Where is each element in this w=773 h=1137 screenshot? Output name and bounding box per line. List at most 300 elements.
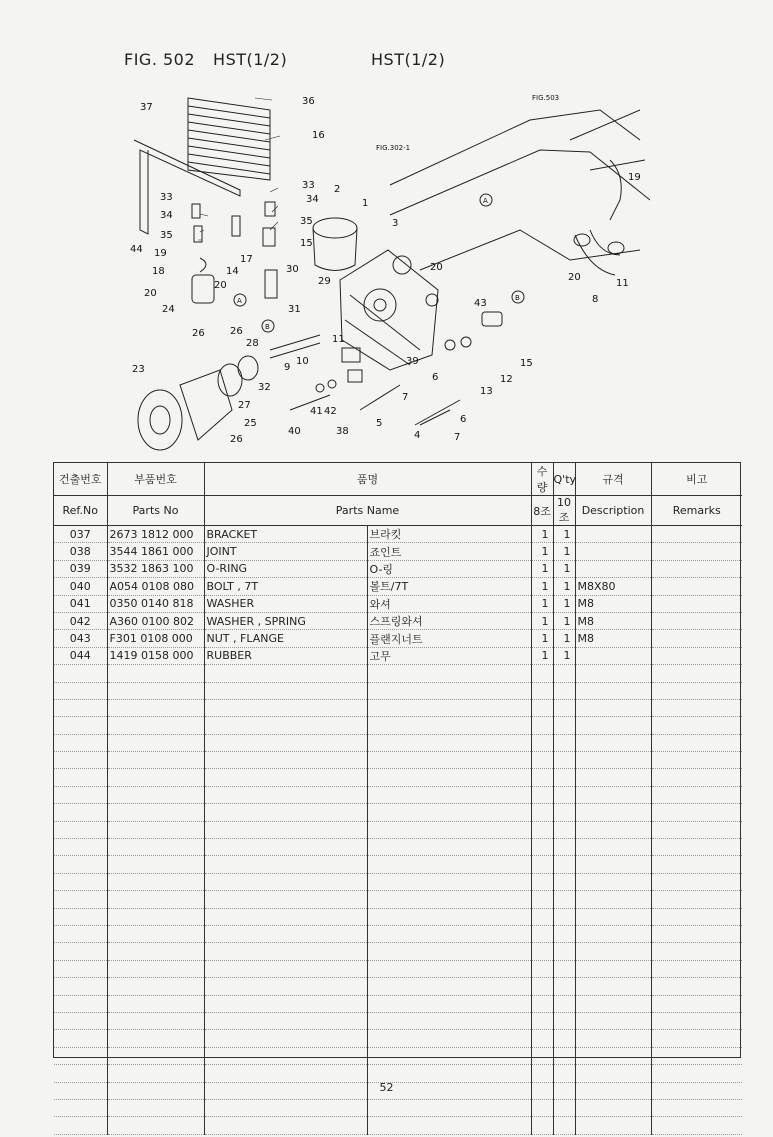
empty-table-row (54, 1099, 742, 1116)
empty-cell (651, 821, 742, 838)
empty-cell (651, 734, 742, 751)
empty-cell (531, 682, 553, 699)
empty-cell (107, 943, 204, 960)
figure-heading (124, 50, 287, 69)
empty-cell (107, 1047, 204, 1064)
svg-text:19: 19 (154, 248, 167, 259)
ref-no-cell: 039 (54, 560, 107, 577)
svg-text:36: 36 (302, 96, 315, 107)
empty-cell (575, 1065, 651, 1082)
empty-cell (107, 891, 204, 908)
empty-cell (575, 682, 651, 699)
svg-text:20: 20 (214, 280, 227, 291)
remarks-cell (651, 595, 742, 612)
empty-cell (204, 1030, 367, 1047)
empty-cell (204, 804, 367, 821)
empty-cell (575, 1099, 651, 1116)
empty-cell (575, 960, 651, 977)
part-name-ko-cell: O-링 (367, 560, 531, 577)
empty-cell (651, 908, 742, 925)
empty-table-row (54, 943, 742, 960)
svg-text:20: 20 (144, 288, 157, 299)
part-name-ko-cell: 고무 (367, 647, 531, 664)
empty-table-row (54, 978, 742, 995)
svg-text:13: 13 (480, 386, 493, 397)
empty-cell (651, 925, 742, 942)
description-cell: M8 (575, 612, 651, 629)
part-number-cell: 3544 1861 000 (107, 543, 204, 560)
svg-text:A: A (483, 197, 488, 205)
empty-cell (367, 943, 531, 960)
empty-cell (651, 1065, 742, 1082)
empty-cell (367, 925, 531, 942)
table-row (54, 612, 742, 629)
empty-table-row (54, 873, 742, 890)
empty-cell (204, 839, 367, 856)
empty-cell (54, 769, 107, 786)
empty-cell (54, 734, 107, 751)
empty-cell (204, 752, 367, 769)
empty-cell (553, 769, 575, 786)
empty-cell (651, 856, 742, 873)
svg-text:8: 8 (592, 294, 599, 305)
empty-cell (204, 1065, 367, 1082)
empty-cell (651, 665, 742, 682)
svg-text:14: 14 (226, 266, 239, 277)
exploded-parts-diagram (120, 80, 650, 455)
empty-table-row (54, 717, 742, 734)
empty-cell (107, 960, 204, 977)
page-number: 52 (379, 1081, 394, 1094)
col-part: Parts No (107, 496, 204, 526)
qty-8-cell: 1 (531, 647, 553, 664)
part-number-cell: 3532 1863 100 (107, 560, 204, 577)
col-desc-ko: 규격 (575, 463, 651, 496)
empty-cell (367, 891, 531, 908)
empty-cell (54, 699, 107, 716)
empty-cell (107, 908, 204, 925)
figure-title-right: HST(1/2) (371, 50, 446, 69)
empty-cell (367, 1065, 531, 1082)
empty-cell (107, 752, 204, 769)
empty-cell (575, 1030, 651, 1047)
empty-table-row (54, 995, 742, 1012)
empty-cell (54, 978, 107, 995)
empty-table-row (54, 804, 742, 821)
empty-table-row (54, 908, 742, 925)
empty-cell (553, 873, 575, 890)
qty-8-cell: 1 (531, 612, 553, 629)
empty-cell (553, 1099, 575, 1116)
empty-cell (575, 734, 651, 751)
empty-cell (575, 925, 651, 942)
empty-cell (54, 682, 107, 699)
ref-no-cell: 041 (54, 595, 107, 612)
table-row (54, 647, 742, 664)
empty-table-row (54, 734, 742, 751)
qty-8-cell: 1 (531, 543, 553, 560)
empty-table-row (54, 682, 742, 699)
empty-cell (367, 873, 531, 890)
empty-cell (54, 1030, 107, 1047)
empty-cell (553, 856, 575, 873)
svg-text:30: 30 (286, 264, 299, 275)
parts-table (53, 462, 741, 1058)
svg-text:25: 25 (244, 418, 257, 429)
part-name-en-cell: NUT , FLANGE (204, 630, 367, 647)
empty-cell (54, 891, 107, 908)
empty-cell (54, 1065, 107, 1082)
svg-text:17: 17 (240, 254, 253, 265)
svg-text:41: 41 (310, 406, 323, 417)
empty-cell (553, 786, 575, 803)
empty-cell (367, 960, 531, 977)
empty-cell (204, 873, 367, 890)
svg-text:43: 43 (474, 298, 487, 309)
empty-cell (204, 960, 367, 977)
empty-cell (367, 682, 531, 699)
table-row (54, 526, 742, 543)
empty-cell (575, 1047, 651, 1064)
empty-cell (575, 1012, 651, 1029)
svg-text:5: 5 (376, 418, 383, 429)
empty-cell (54, 717, 107, 734)
empty-cell (575, 821, 651, 838)
svg-text:34: 34 (306, 194, 319, 205)
bracket-37 (134, 140, 240, 234)
empty-cell (367, 839, 531, 856)
empty-cell (575, 699, 651, 716)
svg-text:29: 29 (318, 276, 331, 287)
qty-10-cell: 1 (553, 526, 575, 543)
empty-cell (204, 699, 367, 716)
part-name-en-cell: BOLT , 7T (204, 578, 367, 595)
svg-text:26: 26 (230, 434, 243, 445)
empty-cell (54, 908, 107, 925)
empty-cell (367, 1099, 531, 1116)
empty-cell (553, 1012, 575, 1029)
part-name-en-cell: O-RING (204, 560, 367, 577)
remarks-cell (651, 560, 742, 577)
empty-cell (531, 769, 553, 786)
ref-no-cell: 037 (54, 526, 107, 543)
empty-cell (54, 1012, 107, 1029)
qty-10-cell: 1 (553, 560, 575, 577)
description-cell: M8X80 (575, 578, 651, 595)
empty-cell (531, 925, 553, 942)
empty-cell (575, 786, 651, 803)
empty-table-row (54, 1047, 742, 1064)
svg-text:4: 4 (414, 430, 421, 441)
remarks-cell (651, 612, 742, 629)
empty-cell (204, 995, 367, 1012)
qty-8-cell: 1 (531, 560, 553, 577)
description-cell: M8 (575, 630, 651, 647)
empty-cell (54, 1099, 107, 1116)
empty-cell (204, 908, 367, 925)
empty-table-row (54, 665, 742, 682)
empty-cell (531, 786, 553, 803)
description-cell (575, 647, 651, 664)
empty-cell (107, 873, 204, 890)
empty-cell (107, 995, 204, 1012)
empty-cell (54, 1047, 107, 1064)
svg-text:33: 33 (160, 192, 173, 203)
svg-text:27: 27 (238, 400, 251, 411)
empty-cell (531, 1012, 553, 1029)
empty-cell (531, 943, 553, 960)
svg-text:38: 38 (336, 426, 349, 437)
empty-cell (367, 1117, 531, 1134)
svg-text:33: 33 (302, 180, 315, 191)
empty-cell (651, 717, 742, 734)
col-name-ko: 품명 (204, 463, 531, 496)
empty-cell (204, 717, 367, 734)
empty-cell (367, 699, 531, 716)
svg-text:42: 42 (324, 406, 337, 417)
empty-cell (651, 786, 742, 803)
empty-cell (651, 943, 742, 960)
part-name-en-cell: WASHER (204, 595, 367, 612)
fig-title: HST(1/2) (213, 50, 288, 69)
svg-text:37: 37 (140, 102, 153, 113)
description-cell (575, 560, 651, 577)
empty-cell (553, 665, 575, 682)
empty-cell (531, 1117, 553, 1134)
empty-cell (204, 856, 367, 873)
empty-cell (107, 1012, 204, 1029)
svg-text:B: B (265, 323, 270, 331)
remarks-cell (651, 647, 742, 664)
empty-cell (651, 1012, 742, 1029)
empty-cell (575, 978, 651, 995)
empty-cell (553, 717, 575, 734)
empty-cell (531, 1047, 553, 1064)
part-number-cell: 0350 0140 818 (107, 595, 204, 612)
empty-cell (367, 665, 531, 682)
empty-table-row (54, 839, 742, 856)
empty-cell (54, 943, 107, 960)
svg-text:34: 34 (160, 210, 173, 221)
svg-text:28: 28 (246, 338, 259, 349)
empty-cell (531, 908, 553, 925)
empty-cell (107, 665, 204, 682)
empty-table-row (54, 1030, 742, 1047)
qty-8-cell: 1 (531, 526, 553, 543)
empty-cell (204, 1117, 367, 1134)
empty-cell (575, 804, 651, 821)
empty-cell (367, 1047, 531, 1064)
svg-text:39: 39 (406, 356, 419, 367)
ref-no-cell: 043 (54, 630, 107, 647)
empty-cell (54, 873, 107, 890)
svg-text:20: 20 (430, 262, 443, 273)
empty-cell (553, 1065, 575, 1082)
empty-cell (531, 891, 553, 908)
empty-cell (553, 699, 575, 716)
svg-text:B: B (515, 294, 520, 302)
part-name-ko-cell: 스프링와셔 (367, 612, 531, 629)
empty-cell (54, 752, 107, 769)
empty-cell (204, 1047, 367, 1064)
empty-cell (651, 1030, 742, 1047)
svg-text:11: 11 (616, 278, 629, 289)
empty-cell (107, 839, 204, 856)
empty-cell (367, 1030, 531, 1047)
empty-cell (204, 943, 367, 960)
empty-cell (204, 734, 367, 751)
empty-cell (54, 960, 107, 977)
empty-cell (107, 821, 204, 838)
empty-cell (651, 839, 742, 856)
svg-text:44: 44 (130, 244, 143, 255)
part-name-ko-cell: 와셔 (367, 595, 531, 612)
part-number-cell: A360 0100 802 (107, 612, 204, 629)
callout-labels (130, 94, 641, 445)
table-row (54, 543, 742, 560)
table-header-korean (54, 463, 742, 496)
empty-cell (651, 682, 742, 699)
empty-cell (531, 665, 553, 682)
svg-text:32: 32 (258, 382, 271, 393)
svg-text:15: 15 (300, 238, 313, 249)
empty-cell (553, 752, 575, 769)
col-desc: Description (575, 496, 651, 526)
qty-10-cell: 1 (553, 595, 575, 612)
empty-cell (367, 804, 531, 821)
empty-cell (531, 804, 553, 821)
part-name-ko-cell: 브라킷 (367, 526, 531, 543)
table-row (54, 630, 742, 647)
empty-cell (553, 1047, 575, 1064)
empty-cell (107, 925, 204, 942)
empty-cell (367, 717, 531, 734)
empty-cell (575, 856, 651, 873)
empty-cell (367, 978, 531, 995)
empty-cell (107, 699, 204, 716)
remarks-cell (651, 578, 742, 595)
table-row (54, 578, 742, 595)
col-q8: 8조 (531, 496, 553, 526)
empty-cell (553, 925, 575, 942)
qty-8-cell: 1 (531, 630, 553, 647)
empty-cell (367, 995, 531, 1012)
empty-cell (651, 978, 742, 995)
empty-cell (107, 1065, 204, 1082)
part-name-en-cell: RUBBER (204, 647, 367, 664)
col-name: Parts Name (204, 496, 531, 526)
col-qty-ko: 수량 (531, 463, 553, 496)
empty-cell (553, 995, 575, 1012)
empty-cell (107, 734, 204, 751)
col-ref: Ref.No (54, 496, 107, 526)
empty-cell (107, 1099, 204, 1116)
empty-cell (367, 752, 531, 769)
fig-label: FIG. 502 (124, 50, 196, 69)
svg-text:6: 6 (460, 414, 467, 425)
svg-text:FIG.503: FIG.503 (532, 94, 560, 102)
empty-cell (531, 960, 553, 977)
empty-cell (553, 1117, 575, 1134)
empty-cell (531, 821, 553, 838)
empty-cell (553, 908, 575, 925)
part-number-cell: 2673 1812 000 (107, 526, 204, 543)
empty-cell (367, 734, 531, 751)
svg-text:16: 16 (312, 130, 325, 141)
svg-text:26: 26 (192, 328, 205, 339)
empty-cell (531, 839, 553, 856)
part-name-en-cell: BRACKET (204, 526, 367, 543)
svg-text:1: 1 (362, 198, 369, 209)
remarks-cell (651, 543, 742, 560)
empty-cell (575, 665, 651, 682)
empty-cell (575, 891, 651, 908)
ref-no-cell: 042 (54, 612, 107, 629)
empty-cell (531, 1065, 553, 1082)
table-row (54, 595, 742, 612)
empty-cell (553, 943, 575, 960)
empty-cell (553, 1030, 575, 1047)
empty-cell (651, 769, 742, 786)
svg-text:18: 18 (152, 266, 165, 277)
empty-cell (204, 682, 367, 699)
empty-cell (54, 786, 107, 803)
part-number-cell: 1419 0158 000 (107, 647, 204, 664)
empty-cell (531, 995, 553, 1012)
empty-table-row (54, 960, 742, 977)
svg-text:A: A (237, 297, 242, 305)
part-name-ko-cell: 볼트/7T (367, 578, 531, 595)
empty-cell (651, 752, 742, 769)
empty-cell (54, 856, 107, 873)
empty-cell (367, 821, 531, 838)
svg-text:FIG.302-1: FIG.302-1 (376, 144, 411, 152)
empty-cell (553, 821, 575, 838)
empty-cell (204, 925, 367, 942)
empty-cell (54, 925, 107, 942)
empty-cell (107, 1030, 204, 1047)
empty-cell (107, 682, 204, 699)
part-name-ko-cell: 플랜지너트 (367, 630, 531, 647)
svg-text:2: 2 (334, 184, 341, 195)
part-name-en-cell: WASHER , SPRING (204, 612, 367, 629)
empty-cell (575, 717, 651, 734)
empty-table-row (54, 925, 742, 942)
col-remarks-ko: 비고 (651, 463, 742, 496)
empty-cell (651, 1099, 742, 1116)
empty-table-row (54, 699, 742, 716)
empty-table-row (54, 891, 742, 908)
col-qty-en: Q'ty (553, 463, 575, 496)
oil-cooler (188, 98, 270, 180)
empty-table-row (54, 856, 742, 873)
empty-cell (575, 752, 651, 769)
empty-cell (204, 1099, 367, 1116)
empty-cell (651, 891, 742, 908)
empty-cell (107, 1117, 204, 1134)
empty-cell (531, 1099, 553, 1116)
description-cell (575, 543, 651, 560)
empty-cell (651, 960, 742, 977)
remarks-cell (651, 526, 742, 543)
empty-cell (54, 665, 107, 682)
svg-text:35: 35 (300, 216, 313, 227)
empty-cell (575, 1117, 651, 1134)
empty-cell (107, 978, 204, 995)
remarks-cell (651, 630, 742, 647)
table-row (54, 560, 742, 577)
svg-text:10: 10 (296, 356, 309, 367)
